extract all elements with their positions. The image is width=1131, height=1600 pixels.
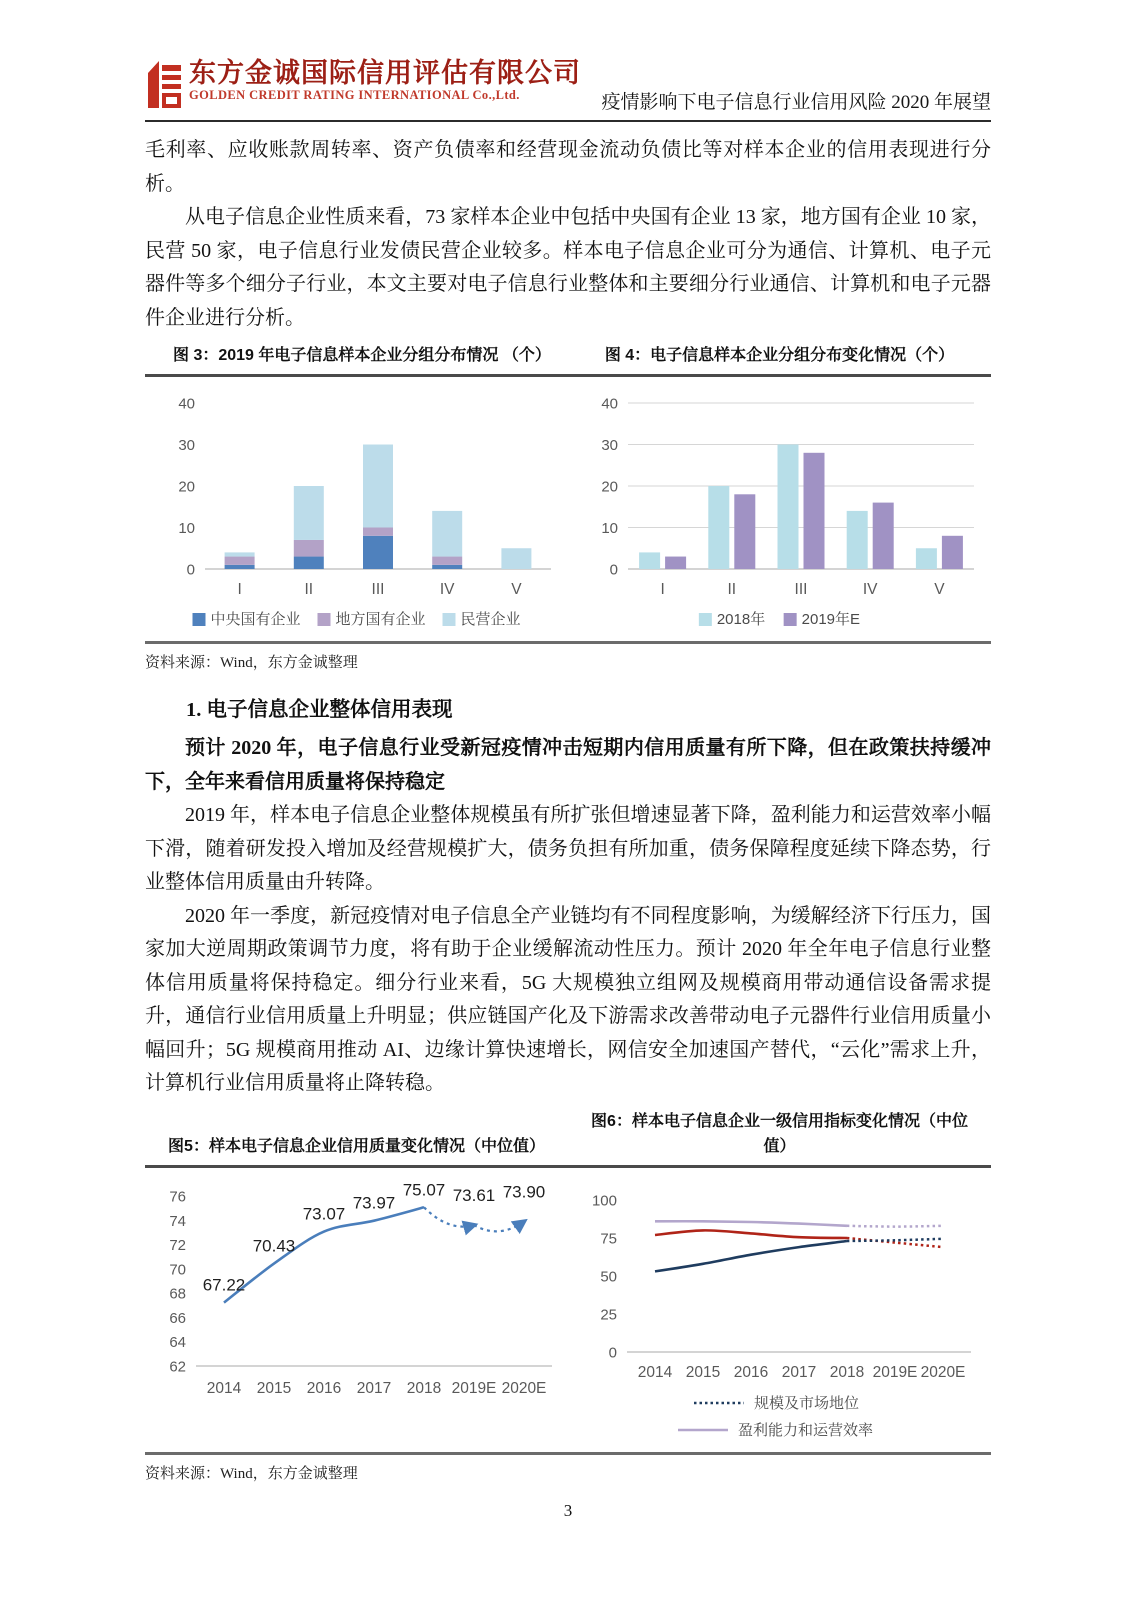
bar xyxy=(708,486,729,569)
y-tick-label: 76 xyxy=(168,1188,186,1205)
legend-swatch xyxy=(783,613,796,626)
legend-label: 2019年E xyxy=(801,611,860,628)
paragraph-3: 2019 年，样本电子信息企业整体规模虽有所扩张但增速显著下降，盈利能力和运营效率小幅下滑，随着研发投入增加及经营规模扩大，债务负担有所加重，债务保障程度延续下降态势，行业整体信用质量由升转降。 xyxy=(145,804,991,893)
x-tick-label: 2019E xyxy=(451,1379,496,1397)
x-tick-label: 2019E xyxy=(872,1363,917,1381)
x-tick-label: IV xyxy=(439,581,455,598)
forecast-arrow xyxy=(424,1207,474,1226)
y-tick-label: 66 xyxy=(168,1309,186,1327)
x-tick-label: 2020E xyxy=(920,1363,965,1381)
bar-segment xyxy=(432,565,462,569)
x-tick-label: 2016 xyxy=(306,1379,341,1397)
bar-segment xyxy=(293,557,323,569)
bar-segment xyxy=(224,565,254,569)
page-header xyxy=(145,58,991,122)
line-series-forecast xyxy=(847,1225,943,1226)
bar xyxy=(872,503,893,569)
bar xyxy=(846,511,867,569)
x-tick-label: II xyxy=(726,581,736,598)
figure5-title: 图5：样本电子信息企业信用质量变化情况（中位值） xyxy=(168,1137,545,1155)
x-tick-label: 2015 xyxy=(685,1363,720,1381)
paragraph-2: 从电子信息企业性质来看，73 家样本企业中包括中央国有企业 13 家，地方国有企业 10 家，民营 50 家，电子信息行业发债民营企业较多。样本电子信息企业可分为通信、计算机、电子元器件等多个细分子行业，本文主要对电子信息行业整体和主要细分行业通信、计算机和电子元器件企业进行分析。 xyxy=(145,206,991,329)
x-tick-label: II xyxy=(303,581,313,598)
line-series-forecast xyxy=(847,1238,943,1240)
legend-label: 地方国有企业 xyxy=(335,611,426,628)
bar xyxy=(639,552,660,569)
logo-icon xyxy=(145,58,183,115)
bar xyxy=(803,453,824,569)
x-tick-label: III xyxy=(371,581,384,598)
bar-segment xyxy=(432,511,462,557)
legend-swatch xyxy=(442,613,455,626)
y-tick-label: 70 xyxy=(168,1260,186,1278)
y-tick-label: 10 xyxy=(600,520,618,537)
y-tick-label: 40 xyxy=(177,395,195,413)
x-tick-label: I xyxy=(659,581,665,598)
data-label: 70.43 xyxy=(252,1236,295,1256)
paragraph-bold: 预计 2020 年，电子信息行业受新冠疫情冲击短期内信用质量有所下降，但在政策扶持缓冲下，全年来看信用质量将保持稳定 xyxy=(145,737,991,793)
legend-swatch xyxy=(698,613,711,626)
figure4-title: 图 4：电子信息样本企业分组分布变化情况（个） xyxy=(604,347,955,364)
paragraph-1: 毛利率、应收账款周转率、资产负债率和经营现金流动负债比等对样本企业的信用表现进行分析。 xyxy=(145,139,991,195)
y-tick-label: 62 xyxy=(168,1358,186,1375)
y-tick-label: 40 xyxy=(600,395,618,413)
company-logo xyxy=(145,58,581,115)
x-tick-label: 2017 xyxy=(356,1379,391,1397)
y-tick-label: 0 xyxy=(608,1344,617,1361)
bar xyxy=(734,494,755,569)
legend-label: 盈利能力和运营效率 xyxy=(737,1421,873,1439)
bar xyxy=(777,445,798,570)
legend-label: 民营企业 xyxy=(460,611,521,628)
y-tick-label: 74 xyxy=(168,1212,186,1230)
forecast-arrow xyxy=(474,1221,524,1231)
figure-block-1 xyxy=(145,374,991,644)
bar-segment xyxy=(363,528,393,536)
bar xyxy=(941,536,962,569)
figure6-chart xyxy=(573,1180,987,1450)
legend-swatch xyxy=(317,613,330,626)
figure3-title: 图 3：2019 年电子信息样本企业分组分布情况 （个） xyxy=(173,347,551,364)
bar-segment xyxy=(224,557,254,565)
company-name-en: GOLDEN CREDIT RATING INTERNATIONAL Co.,Ltd. xyxy=(189,88,520,102)
y-tick-label: 72 xyxy=(168,1236,186,1254)
figure5-chart xyxy=(150,1180,564,1432)
figure-block-2 xyxy=(145,1165,991,1455)
x-tick-label: 2015 xyxy=(256,1379,291,1397)
y-tick-label: 100 xyxy=(591,1192,617,1209)
x-tick-label: 2018 xyxy=(829,1363,864,1381)
bar-segment xyxy=(293,540,323,557)
y-tick-label: 68 xyxy=(168,1285,186,1303)
bar xyxy=(915,548,936,569)
figure6-title: 图6：样本电子信息企业一级信用指标变化情况（中位值） xyxy=(591,1112,968,1155)
x-tick-label: V xyxy=(933,581,945,598)
data-label: 73.07 xyxy=(302,1204,345,1224)
bar-segment xyxy=(432,557,462,565)
y-tick-label: 75 xyxy=(599,1230,617,1247)
section-heading: 1. 电子信息企业整体信用表现 xyxy=(186,699,453,721)
x-tick-label: 2014 xyxy=(206,1379,241,1397)
figure4-chart xyxy=(570,389,990,639)
report-title: 疫情影响下电子信息行业信用风险 2020 年展望 xyxy=(601,92,991,113)
x-tick-label: IV xyxy=(862,581,878,598)
bar-segment xyxy=(293,486,323,540)
figure-titles-row-2 xyxy=(145,1109,991,1159)
y-tick-label: 10 xyxy=(177,520,195,537)
data-label: 73.97 xyxy=(352,1193,395,1213)
x-tick-label: 2018 xyxy=(406,1379,441,1397)
legend-label: 规模及市场地位 xyxy=(753,1394,859,1412)
bar-segment xyxy=(224,552,254,556)
source-note-2: 资料来源：Wind，东方金诚整理 xyxy=(145,1465,358,1482)
company-name-cn: 东方金诚国际信用评估有限公司 xyxy=(189,58,581,88)
legend-swatch xyxy=(192,613,205,626)
y-tick-label: 30 xyxy=(177,437,195,454)
y-tick-label: 0 xyxy=(609,561,618,579)
legend-label: 2018年 xyxy=(716,611,765,628)
data-label: 67.22 xyxy=(202,1275,245,1295)
page-number: 3 xyxy=(563,1500,573,1520)
x-tick-label: V xyxy=(510,581,522,598)
figure3-chart xyxy=(147,389,567,639)
x-tick-label: 2014 xyxy=(637,1363,672,1381)
bar-segment xyxy=(501,548,531,569)
source-note-1: 资料来源：Wind，东方金诚整理 xyxy=(145,655,358,671)
data-label: 73.61 xyxy=(452,1185,495,1205)
bar-segment xyxy=(363,445,393,528)
bar xyxy=(665,557,686,569)
x-tick-label: 2017 xyxy=(781,1363,816,1381)
legend-label: 中央国有企业 xyxy=(210,611,301,628)
data-label: 75.07 xyxy=(402,1179,445,1199)
line-series xyxy=(655,1241,847,1271)
figure-titles-row-1 xyxy=(145,343,991,368)
logo-text xyxy=(189,58,581,103)
bar-segment xyxy=(363,536,393,569)
paragraph-4: 2020 年一季度，新冠疫情对电子信息全产业链均有不同程度影响，为缓解经济下行压力，国家加大逆周期政策调节力度，将有助于企业缓解流动性压力。预计 2020 年全年电子信息行业整体信用质量将保持稳定。细分行业来看，5G 大规模独立组网及规模商用带动通信设备需求提升，通信行业信用质量上升明显；供应链国产化及下游需求改善带动电子元器件行业信用质量小幅回升；5G 规模商用推动 AI、边缘计算快速增长，网信安全加速国产替代，“云化”需求上升，计算机行业信用质量将止降转稳。 xyxy=(145,904,991,1094)
y-tick-label: 30 xyxy=(600,437,618,454)
data-label: 73.90 xyxy=(502,1182,545,1201)
line-series xyxy=(655,1221,847,1226)
y-tick-label: 25 xyxy=(599,1306,617,1323)
y-tick-label: 64 xyxy=(168,1333,186,1351)
x-tick-label: III xyxy=(794,581,807,598)
y-tick-label: 50 xyxy=(599,1268,617,1285)
x-tick-label: I xyxy=(236,581,242,598)
y-tick-label: 20 xyxy=(600,478,618,496)
y-tick-label: 0 xyxy=(186,561,195,579)
y-tick-label: 20 xyxy=(177,478,195,496)
x-tick-label: 2016 xyxy=(733,1363,768,1381)
x-tick-label: 2020E xyxy=(501,1379,546,1397)
line-series xyxy=(655,1230,847,1238)
